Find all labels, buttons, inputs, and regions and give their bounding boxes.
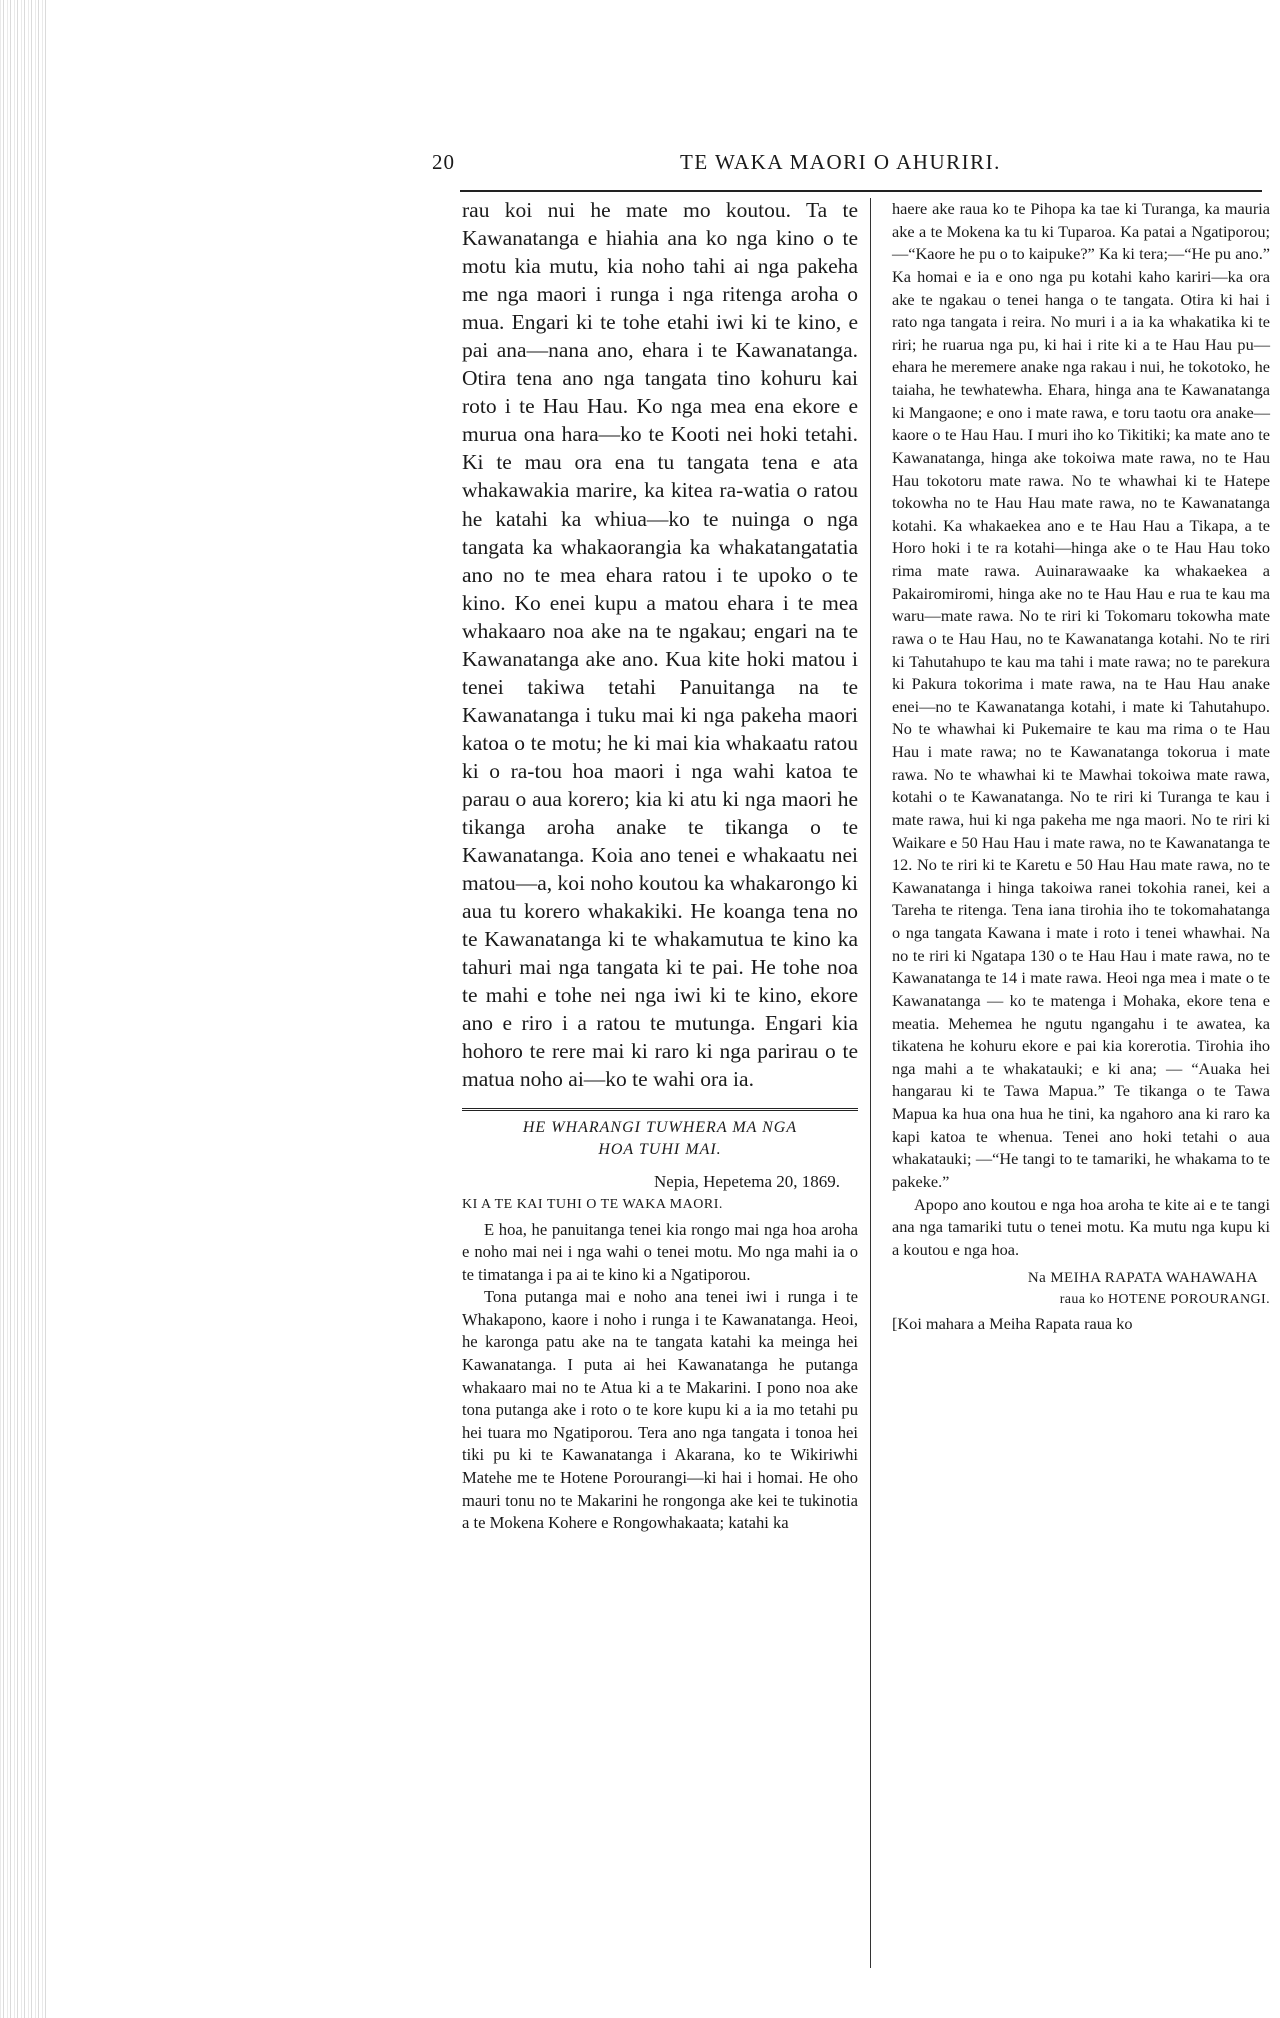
letter-closing-paragraph: Apopo ano koutou e nga hoa aroha te kite ai e te tangi ana nga tamariki tutu o tenei motu. Ka mutu nga kupu ki a koutou e nga hoa. [892, 1194, 1270, 1259]
letter-dateline: Nepia, Hepetema 20, 1869. [654, 1171, 840, 1191]
section-title-line-2: HOA TUHI MAI. [598, 1140, 722, 1158]
header-rule [460, 190, 1262, 192]
page-number: 20 [432, 150, 455, 174]
section-divider [462, 1108, 858, 1111]
left-column [462, 196, 858, 1535]
page-header [432, 150, 1262, 184]
section-title-line-1: HE WHARANGI TUWHERA MA NGA [522, 1118, 798, 1136]
right-column [892, 198, 1270, 1335]
letter-paragraph: Tona putanga mai e noho ana tenei iwi i runga i te Whakapono, kaore i noho i runga i te Kawanatanga. Heoi, he karonga patu ake na te tangata katahi ka meinga hei Kawanatanga. I puta ai hei Kawanatanga he putanga whakaaro mai no te Atua ki a te Makarini. I pono noa ake tona putanga ake i roto o te kore kupu ki a ia mo tetahi pu hei tuara mo Ngatiporou. Tera ano nga tangata i tonoa hei tiki pu ki te Kawanatanga i Akarana, ko te Wikiriwhi Matehe me te Hotene Porourangi—ki hai i homai. He oho mauri tonu no te Makarini he rongonga ake kei te tukinotia a te Mokena Kohere e Rongowhakaata; katahi ka [462, 1287, 858, 1533]
letter-continuation: haere ake raua ko te Pihopa ka tae ki Turanga, ka mauria ake a te Mokena ka tu ki Tuparoa. Ka patai a Ngatiporou;—“Kaore he pu o to kaipuke?” Ka ki tera;—“He pu ano.” Ka homai e ia e ono nga pu kotahi kaho kariri—ka ora ake te ngakau o tenei hanga o te tangata. Otira ki hai i rato nga tangata i reira. No muri i a ia ka whakatika ki te riri; he ruarua nga pu, ki hai i rite ki a te Hau Hau pu—ehara he meremere anake nga rakau i nui, he tokotoko, he taiaha, he tewhatewha. Ehara, hinga ana te Kawanatanga ki Mangaone; e ono i mate rawa, e toru taotu ora anake—kaore o te Hau Hau. I muri iho ko Tikitiki; ka mate ano te Kawanatanga, hinga ake tokoiwa mate rawa, no te Hau Hau tokotoru mate rawa. No te whawhai ki te Hatepe tokowha no te Hau Hau mate rawa, no te Kawanatanga kotahi. Ka whakaekea ano e te Hau Hau a Tikapa, a te Horo hoki i te ra kotahi—hinga ake o te Hau Hau toko rima mate rawa. Auinarawaake ka whakaekea a Pakairomiromi, hinga ake no te Hau Hau e rua te kau ma waru—mate rawa. No te riri ki Tokomaru tokowha mate rawa o te Hau Hau, no te Kawanatanga kotahi. No te riri ki Tahutahupo te kau ma tahi i mate rawa; no te parekura ki Pakura tokorima i mate rawa, na te Hau Hau anake enei—no te Kawanatanga kotahi, i mate ki Tahutahupo. No te whawhai ki Pukemaire te kau ma rima o te Hau Hau i mate rawa; no te Kawanatanga tokorua i mate rawa. No te whawhai ki te Mawhai tokoiwa mate rawa, kotahi o te Kawanatanga. No te riri ki Turanga te kau i mate rawa, hui ki nga pakeha me nga maori. No te riri ki Waikare e 50 Hau Hau i mate rawa, no te Kawanatanga te 12. No te riri ki te Karetu e 50 Hau Hau mate rawa, no te Kawanatanga i hinga takoiwa ranei tokohia ranei, kei a Tareha te ritenga. Tena iana tirohia iho te tokomahatanga o nga tangata Kawana i mate i roto i tenei whawhai. Na no te riri ki Ngatapa 130 o te Hau Hau i mate rawa, no te Kawanatanga te 14 i mate rawa. Heoi nga mea i mate o te Kawanatanga — ko te matenga i Mohaka, ekore tena e meatia. Mehemea he ngutu ngangahu i te awatea, ka tikatena he kohuru ekore e pai kia korerotia. Tirohia iho nga mahi a te whakatauki; e ki ana; — “Auaka hei hangarau ki te Tawa Mapua.” Te tikanga o te Tawa Mapua ka hua ona hua he tini, ka ngahoro ana ki raro ka kapi katoa te whenua. Tenei ano hoki tetahi o aua whakatauki; —“He tangi to te tamariki, he whakama to te pakeke.” [892, 199, 1270, 1191]
scanned-page-edge [0, 0, 46, 2018]
newspaper-title: TE WAKA MAORI O AHURIRI. [680, 150, 1001, 174]
signature-line-2: raua ko HOTENE POROURANGI. [1059, 1292, 1270, 1308]
editor-note: [Koi mahara a Meiha Rapata raua ko [892, 1314, 1133, 1334]
letter-address: KI A TE KAI TUHI O TE WAKA MAORI. [462, 1196, 723, 1212]
editorial-text: rau koi nui he mate mo koutou. Ta te Kawanatanga e hiahia ana ko nga kino o te motu kia mutu, kia noho tahi ai nga pakeha me nga maori i runga i nga ritenga aroha o mua. Engari ki te tohe etahi iwi ki te kino, e pai ana—nana ano, ehara i te Kawanatanga. Otira tena ano nga tangata tino kohuru kai roto i te Hau Hau. Ko nga mea ena ekore e murua ona hara—ko te Kooti nei hoki tetahi. Ki te mau ora ena tu tangata tena e ata whakawakia marire, ka kitea ra-watia o ratou he katahi ka whiua—ko te nuinga o nga tangata ka whakaorangia ka whakatangatatia ano no te mea ehara ratou i te upoko o te kino. Ko enei kupu a matou ehara i te mea whakaaro noa ake na te ngakau; engari na te Kawanatanga ake ano. Kua kite hoki matou i tenei takiwa tetahi Panuitanga na te Kawanatanga i tuku mai ki nga pakeha maori katoa o te motu; he ki mai kia whakaatu ratou ki o ra-tou hoa maori i nga wahi katoa te parau o aua korero; kia ki atu ki nga maori he tikanga aroha anake te tikanga o te Kawanatanga. Koia ano tenei e whakaatu nei matou—a, koi noho koutou ka whakarongo ki aua tu korero whakakiki. He koanga tena no te Kawanatanga ki te whakamutua te kino ka tahuri mai nga tangata ki te pai. He tohe noa te mahi e tohe nei nga iwi ki te kino, ekore ano e riro i a ratou te mutunga. Engari kia hohoro te rere mai ki raro ki nga parirau o te matua noho ai—ko te wahi ora ia. [462, 198, 858, 1092]
column-divider [870, 198, 871, 1968]
signature-line-1: Na MEIHA RAPATA WAHAWAHA [1027, 1270, 1258, 1287]
letter-paragraph: E hoa, he panuitanga tenei kia rongo mai nga hoa aroha e noho mai nei i nga wahi o tenei motu. Mo nga mahi ia o te timatanga i pa ai te kino ki a Ngatiporou. [462, 1219, 858, 1284]
